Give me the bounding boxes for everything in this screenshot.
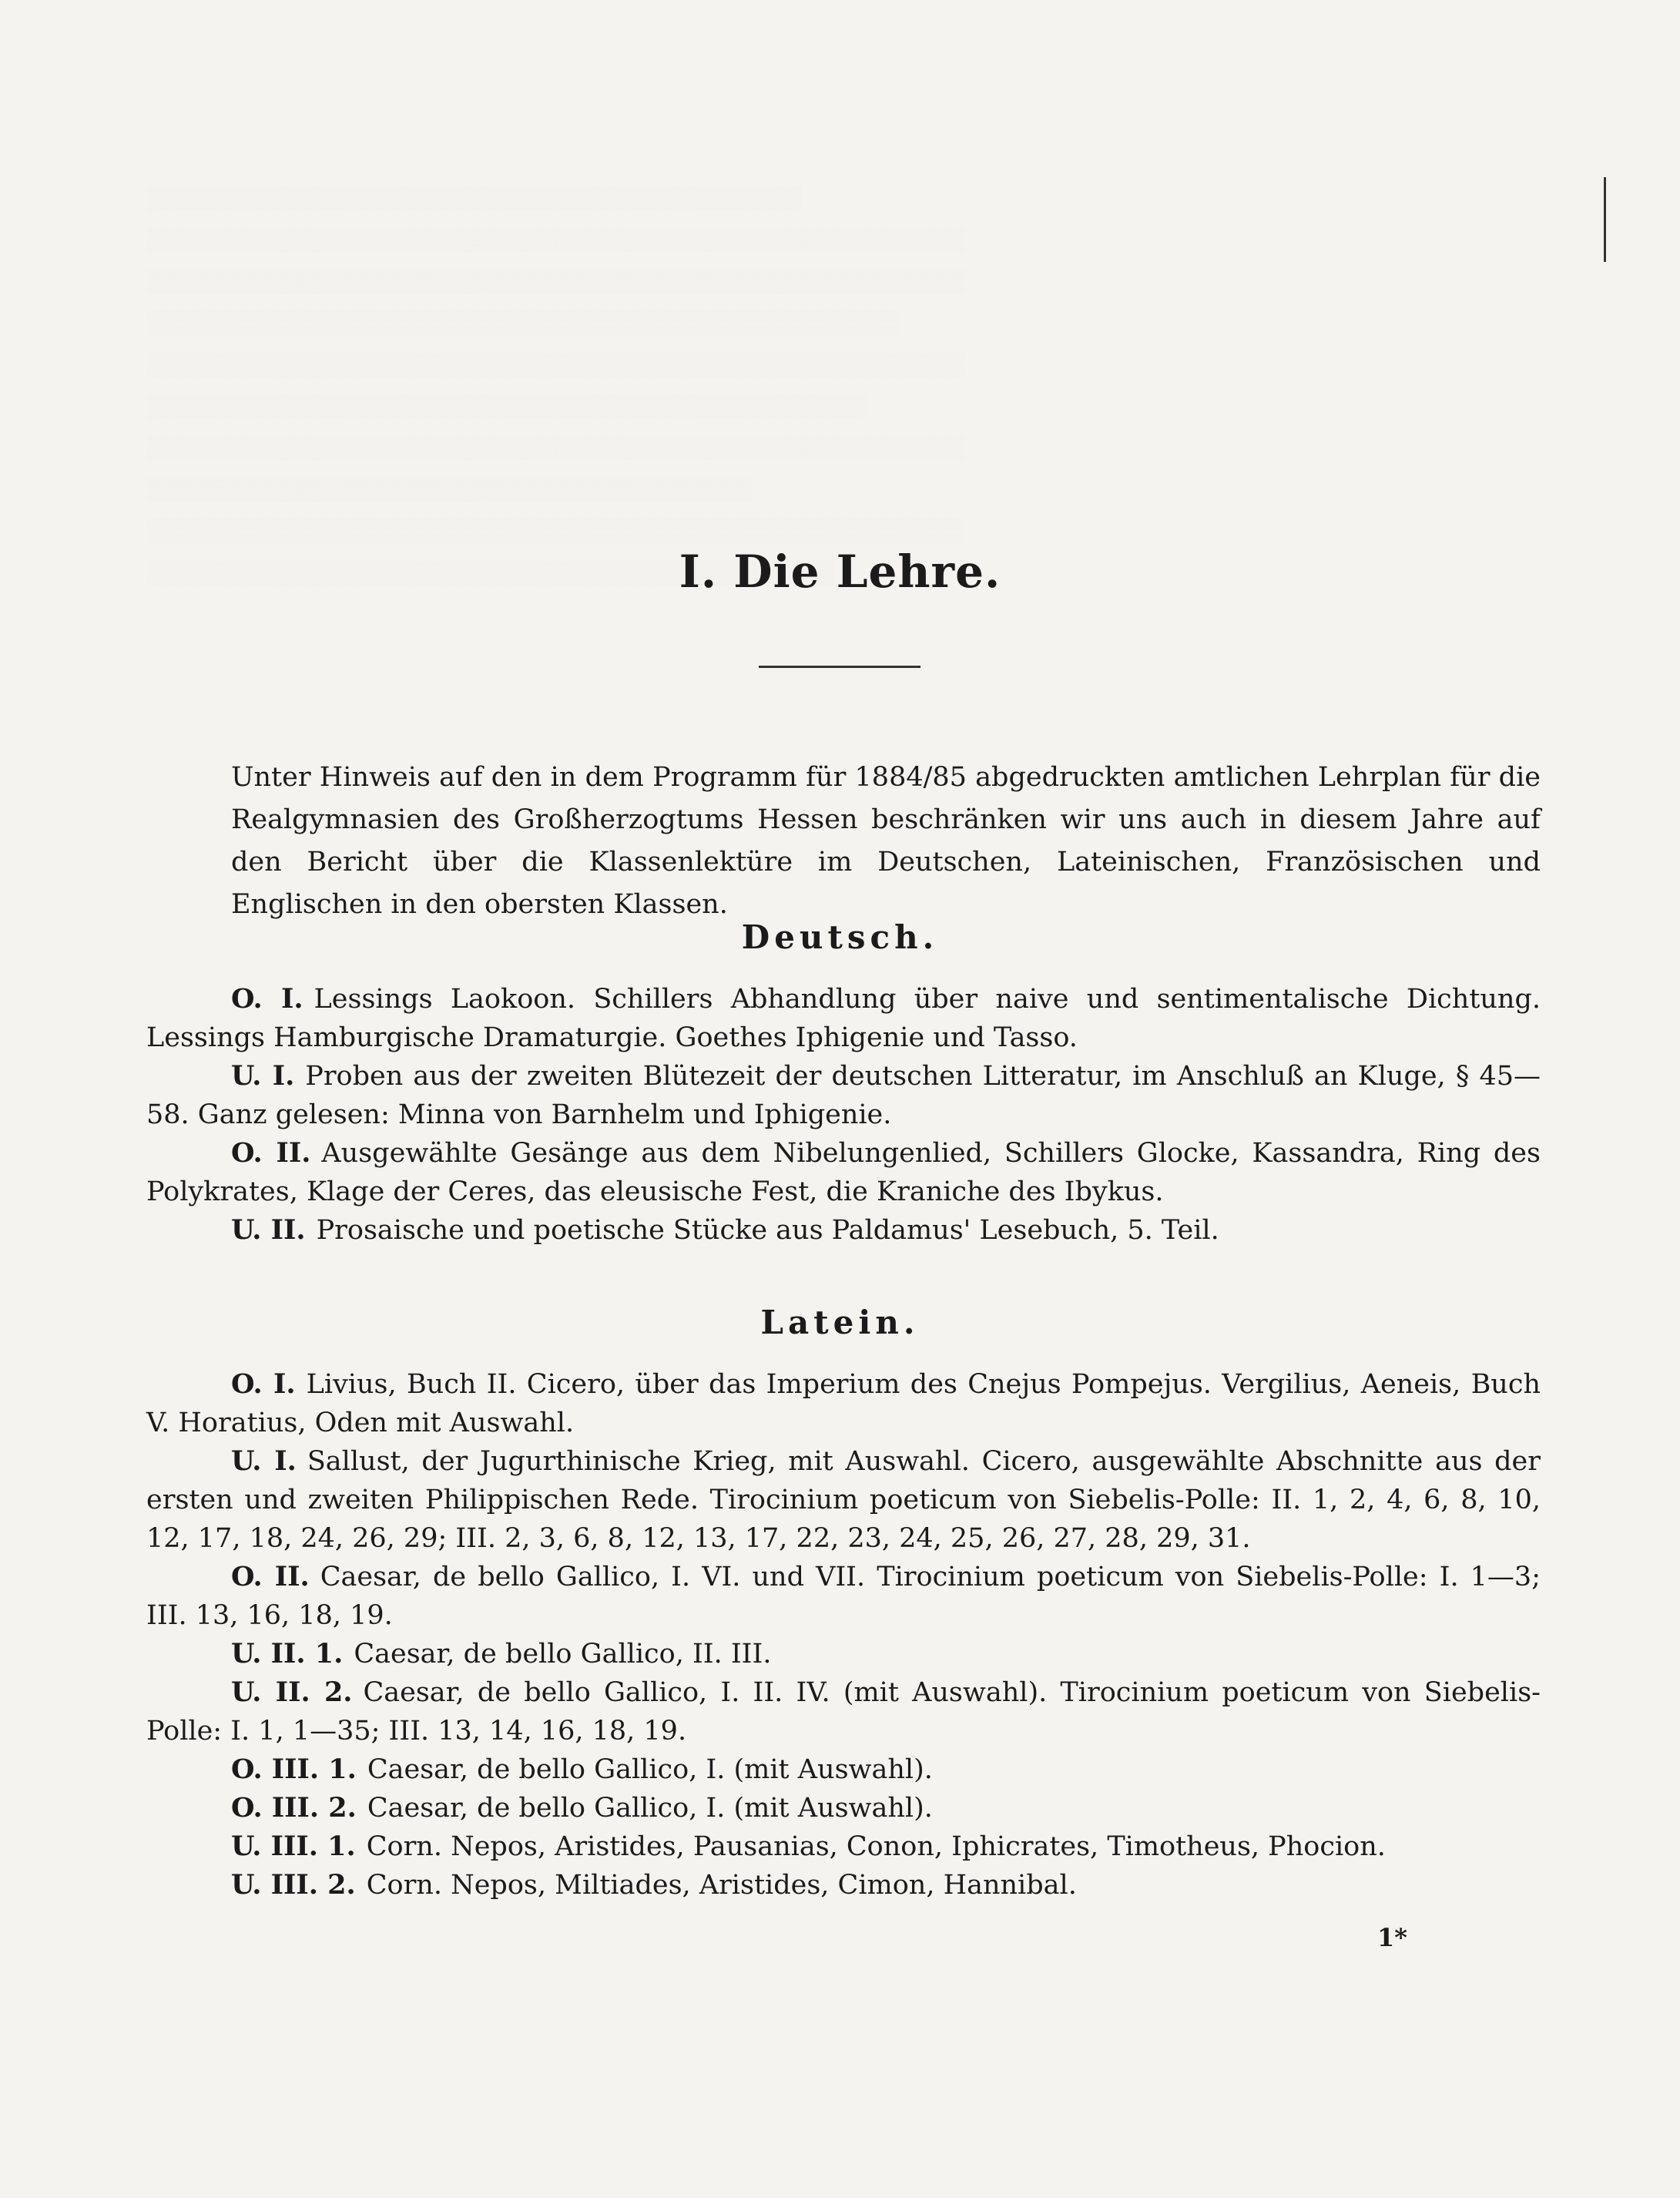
entry-text: Livius, Buch II. Cicero, über das Imperium des Cnejus Pompejus. Vergilius, Aeneis, Buch V. Horatius, Oden mit Auswahl. [146,1369,1541,1438]
entry-class: U. III. 2. [231,1869,356,1901]
page-number: 1* [1377,1923,1407,1952]
entry-deutsch-o1 [146,980,1541,1057]
entry-text: Proben aus der zweiten Blütezeit der deutschen Litteratur, im Anschluß an Kluge, § 45—58. Ganz gelesen: Minna von Barnhelm und Iphigenie. [146,1061,1541,1130]
entry-class: O. III. 1. [231,1753,357,1785]
entry-class: O. II. [231,1137,311,1169]
entry-latein-u2-2 [146,1673,1541,1750]
entry-latein-o3-1 [146,1750,1541,1789]
entry-deutsch-u1 [146,1057,1541,1134]
entry-latein-u1 [146,1442,1541,1558]
entry-text: Caesar, de bello Gallico, I. II. IV. (mit Auswahl). Tirocinium poeticum von Siebelis-Polle: I. 1, 1—35; III. 13, 14, 16, 18, 19. [146,1677,1541,1747]
main-heading-text: I. Die Lehre. [679,545,1001,598]
entry-class: U. I. [231,1445,297,1477]
entry-text: Caesar, de bello Gallico, I. (mit Auswahl). [367,1793,933,1824]
entry-text: Sallust, der Jugurthinische Krieg, mit Auswahl. Cicero, ausgewählte Abschnitte aus der ersten und zweiten Philippischen Rede. Tirocinium poeticum von Siebelis-Polle: II. 1, 2, 4, 6, 8, 10, 12, 17, 18, 24, 26, 29; III. 2, 3, 6, 8, 12, 13, 17, 22, 23, 24, 25, 26, 27, 28, 29, 31. [146,1446,1541,1554]
entry-class: O. III. 2. [231,1792,357,1824]
entry-class: U. III. 1. [231,1831,356,1862]
section-latein-entries [146,1365,1541,1904]
entry-class: U. I. [231,1060,295,1092]
intro-paragraph [146,757,1541,926]
entry-text: Lessings Laokoon. Schillers Abhandlung über naive und sentimentalische Dichtung. Lessings Hamburgische Dramaturgie. Goethes Iphigenie und Tasso. [146,984,1541,1053]
page-edge-mark [1604,177,1606,262]
entry-text: Corn. Nepos, Miltiades, Aristides, Cimon, Hannibal. [366,1870,1077,1901]
main-heading [0,545,1680,598]
entry-latein-o3-2 [146,1789,1541,1827]
entry-latein-u2-1 [146,1635,1541,1673]
heading-underline [759,666,920,668]
entry-text: Prosaische und poetische Stücke aus Paldamus' Lesebuch, 5. Teil. [316,1215,1219,1246]
intro-text: Unter Hinweis auf den in dem Programm für 1884/85 abgedruckten amtlichen Lehrplan für die Realgymnasien des Großherzogtums Hessen beschränken wir uns auch in diesem Jahre auf den Bericht über die Klassenlektüre im Deutschen, Lateinischen, Französischen und Englischen in den obersten Klassen. [231,762,1541,920]
entry-latein-o2 [146,1558,1541,1635]
entry-latein-o1 [146,1365,1541,1442]
entry-deutsch-o2 [146,1134,1541,1211]
entry-class: O. II. [231,1561,310,1592]
entry-class: U. II. 2. [231,1676,353,1708]
section-title-deutsch: Deutsch. [741,918,939,956]
entry-deutsch-u2 [146,1211,1541,1250]
section-title-latein: Latein. [760,1304,920,1341]
entry-latein-u3-2 [146,1866,1541,1904]
entry-text: Caesar, de bello Gallico, II. III. [354,1639,772,1669]
entry-class: O. I. [231,983,303,1015]
entry-class: U. II. [231,1214,306,1246]
entry-text: Caesar, de bello Gallico, I. (mit Auswahl). [367,1754,933,1785]
entry-text: Caesar, de bello Gallico, I. VI. und VII. Tirocinium poeticum von Siebelis-Polle: I. 1—3; III. 13, 16, 18, 19. [146,1562,1541,1631]
section-deutsch-entries [146,980,1541,1250]
entry-text: Ausgewählte Gesänge aus dem Nibelungenlied, Schillers Glocke, Kassandra, Ring des Polykrates, Klage der Ceres, das eleusische Fest, die Kraniche des Ibykus. [146,1138,1541,1207]
entry-text: Corn. Nepos, Aristides, Pausanias, Conon, Iphicrates, Timotheus, Phocion. [366,1831,1386,1862]
entry-class: O. I. [231,1368,296,1400]
bleed-through-reverse-side: ░░░░░░░░░░░░░░░░░░░░░░░░░░░░░░░░░░░░░░░░ ░░░░░░░░░░░░░░░░░░░░░░░░░░░░░░░░░░░░░░░░░░░░░░░░░░ ░░░░░░░░░░░░░░░░░░░░░░░░░░░░░░░░░░░░░░░░░░░░░░░░░░ ░░░░░░░░░░░░░░░░░░░░░░░░░░░░░░░░░░░░░░░░░░░░░░ ░░░░░░░░░░░░░░░░░░░░░░░░░░░░░░░░░░░░░░░░░░░░░░░░░░ ░░░░░░░░░░░░░░░░░░░░░░░░░░░░░░░░░░░░░░░░░░░░ ░░░░░░░░░░░░░░░░░░░░░░░░░░░░░░░░░░░░░░░░░░░░░░░░░░ ░░░░░░░░░░░░░░░░░░░░░░░░░░░░░░░░░░░░░ ░░░░░░░░░░░░░░░░░░░░░░░░░░░░░░░░░░░░░░░░░░░░░░░░░░ ░░░░░░░░░░░░░░░░░░░░░░░░░░░░░░░░░░░░░░░░░░ [146,185,965,585]
entry-latein-u3-1 [146,1827,1541,1866]
entry-class: U. II. 1. [231,1638,344,1669]
